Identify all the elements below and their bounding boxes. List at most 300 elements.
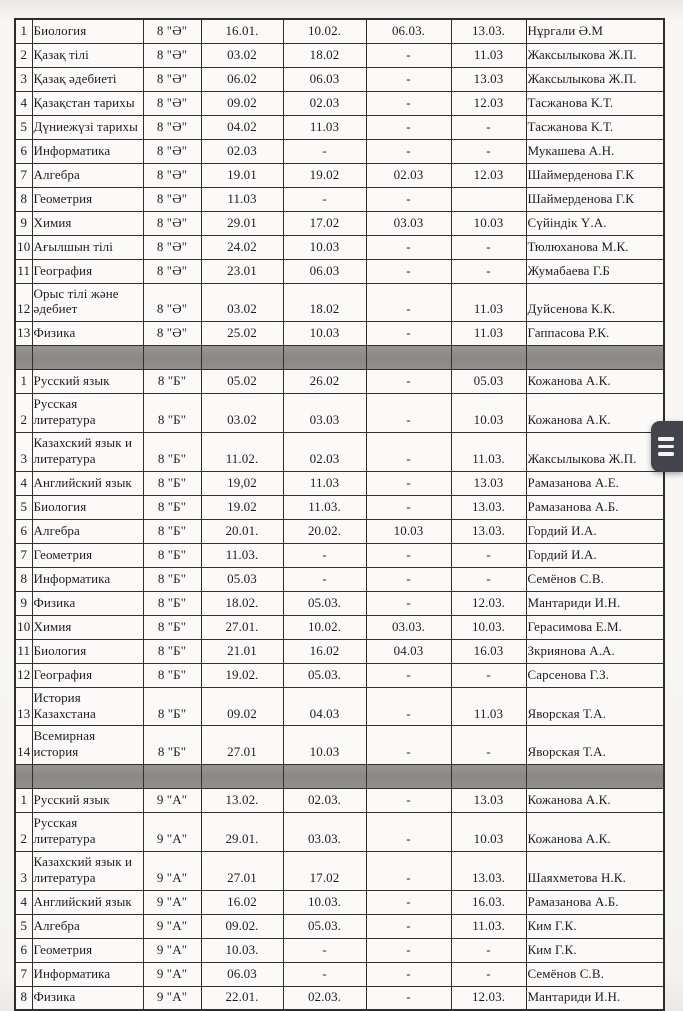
table-row bbox=[15, 471, 664, 495]
separator-cell bbox=[15, 346, 32, 370]
cell-subject: Биология bbox=[32, 639, 143, 663]
table-row bbox=[15, 139, 664, 163]
table-row bbox=[15, 914, 664, 938]
cell-teacher: Шаймерденова Г.К bbox=[526, 187, 664, 211]
cell-date4: - bbox=[451, 543, 526, 567]
cell-num: 5 bbox=[15, 495, 32, 519]
cell-date3: - bbox=[366, 962, 451, 986]
cell-grade: 8 "Ә" bbox=[143, 163, 201, 187]
separator-cell bbox=[201, 765, 283, 789]
cell-teacher: Тасжанова К.Т. bbox=[526, 91, 664, 115]
cell-subject: Геометрия bbox=[32, 187, 143, 211]
cell-date4: 11.03 bbox=[451, 43, 526, 67]
table-row bbox=[15, 259, 664, 283]
cell-date1: 03.02 bbox=[201, 394, 283, 433]
cell-teacher: Кожанова А.К. bbox=[526, 394, 664, 433]
cell-date1: 03.02 bbox=[201, 283, 283, 322]
cell-date2: 20.02. bbox=[283, 519, 366, 543]
cell-date3: - bbox=[366, 43, 451, 67]
table-row bbox=[15, 115, 664, 139]
separator-cell bbox=[366, 765, 451, 789]
cell-teacher: Кожанова А.К. bbox=[526, 370, 664, 394]
cell-date4: 13.03. bbox=[451, 495, 526, 519]
table-row bbox=[15, 495, 664, 519]
cell-date4: - bbox=[451, 567, 526, 591]
cell-num: 8 bbox=[15, 986, 32, 1010]
table-row bbox=[15, 986, 664, 1010]
table-row bbox=[15, 789, 664, 813]
cell-subject: Русский язык bbox=[32, 789, 143, 813]
cell-subject: География bbox=[32, 259, 143, 283]
cell-subject: Геометрия bbox=[32, 938, 143, 962]
table-row bbox=[15, 67, 664, 91]
cell-date1: 25.02 bbox=[201, 322, 283, 346]
cell-date2: 06.03 bbox=[283, 259, 366, 283]
cell-grade: 8 "Б" bbox=[143, 432, 201, 471]
cell-teacher: Гордий И.А. bbox=[526, 543, 664, 567]
cell-date2: 10.03 bbox=[283, 322, 366, 346]
cell-num: 3 bbox=[15, 67, 32, 91]
cell-grade: 9 "А" bbox=[143, 890, 201, 914]
cell-grade: 9 "А" bbox=[143, 789, 201, 813]
cell-teacher: Яворская Т.А. bbox=[526, 726, 664, 765]
cell-date2: - bbox=[283, 187, 366, 211]
cell-date3: 10.03 bbox=[366, 519, 451, 543]
cell-date2: 05.03. bbox=[283, 663, 366, 687]
cell-date1: 02.03 bbox=[201, 139, 283, 163]
cell-date3: - bbox=[366, 495, 451, 519]
cell-subject: Қазақстан тарихы bbox=[32, 91, 143, 115]
cell-subject: Биология bbox=[32, 495, 143, 519]
cell-date4: 12.03. bbox=[451, 986, 526, 1010]
cell-date4: 11.03. bbox=[451, 432, 526, 471]
table-row bbox=[15, 543, 664, 567]
cell-date3: - bbox=[366, 67, 451, 91]
cell-grade: 8 "Ә" bbox=[143, 139, 201, 163]
cell-date2: - bbox=[283, 567, 366, 591]
cell-date4: 13.03. bbox=[451, 19, 526, 43]
cell-date1: 24.02 bbox=[201, 235, 283, 259]
cell-date4: 12.03. bbox=[451, 591, 526, 615]
cell-subject: Химия bbox=[32, 615, 143, 639]
section-separator-row bbox=[15, 346, 664, 370]
cell-date4: 11.03 bbox=[451, 687, 526, 726]
cell-num: 2 bbox=[15, 43, 32, 67]
hamburger-menu-icon bbox=[658, 437, 674, 441]
separator-cell bbox=[451, 346, 526, 370]
cell-date4: - bbox=[451, 663, 526, 687]
cell-num: 2 bbox=[15, 394, 32, 433]
cell-date4: 13.03 bbox=[451, 789, 526, 813]
cell-date1: 27.01. bbox=[201, 615, 283, 639]
cell-num: 2 bbox=[15, 813, 32, 852]
table-row bbox=[15, 687, 664, 726]
cell-date2: - bbox=[283, 962, 366, 986]
cell-date1: 21.01 bbox=[201, 639, 283, 663]
table-row bbox=[15, 726, 664, 765]
cell-date3: - bbox=[366, 591, 451, 615]
cell-date3: - bbox=[366, 938, 451, 962]
separator-cell bbox=[201, 346, 283, 370]
cell-date2: 18.02 bbox=[283, 283, 366, 322]
table-row bbox=[15, 235, 664, 259]
cell-date1: 10.03. bbox=[201, 938, 283, 962]
cell-grade: 8 "Б" bbox=[143, 394, 201, 433]
cell-date1: 05.02 bbox=[201, 370, 283, 394]
table-row bbox=[15, 591, 664, 615]
cell-date4: 11.03 bbox=[451, 322, 526, 346]
cell-subject: Английский язык bbox=[32, 890, 143, 914]
cell-num: 13 bbox=[15, 687, 32, 726]
cell-teacher: Семёнов С.В. bbox=[526, 567, 664, 591]
cell-subject: Биология bbox=[32, 19, 143, 43]
table-row bbox=[15, 639, 664, 663]
cell-subject: Всемирная история bbox=[32, 726, 143, 765]
cell-teacher: Нұргали Ә.М bbox=[526, 19, 664, 43]
cell-date2: 10.02. bbox=[283, 615, 366, 639]
cell-date2: 18.02 bbox=[283, 43, 366, 67]
cell-teacher: Шаймерденова Г.К bbox=[526, 163, 664, 187]
cell-subject: Дүниежүзі тарихы bbox=[32, 115, 143, 139]
cell-date2: 10.02. bbox=[283, 19, 366, 43]
table-row bbox=[15, 519, 664, 543]
schedule-table-body bbox=[15, 19, 664, 1010]
cell-date3: - bbox=[366, 187, 451, 211]
cell-grade: 9 "А" bbox=[143, 938, 201, 962]
cell-grade: 8 "Ә" bbox=[143, 211, 201, 235]
cell-num: 4 bbox=[15, 471, 32, 495]
cell-subject: Ағылшын тілі bbox=[32, 235, 143, 259]
cell-date4: 10.03 bbox=[451, 813, 526, 852]
cell-subject: История Казахстана bbox=[32, 687, 143, 726]
cell-date1: 27.01 bbox=[201, 851, 283, 890]
cell-date2: 10.03 bbox=[283, 726, 366, 765]
cell-num: 8 bbox=[15, 187, 32, 211]
cell-date2: 03.03 bbox=[283, 394, 366, 433]
cell-date3: - bbox=[366, 890, 451, 914]
cell-num: 4 bbox=[15, 91, 32, 115]
cell-grade: 8 "Б" bbox=[143, 519, 201, 543]
separator-cell bbox=[283, 346, 366, 370]
cell-date3: - bbox=[366, 789, 451, 813]
cell-subject: Физика bbox=[32, 591, 143, 615]
cell-grade: 8 "Ә" bbox=[143, 115, 201, 139]
cell-date1: 09.02. bbox=[201, 914, 283, 938]
cell-date3: - bbox=[366, 394, 451, 433]
cell-date4: 10.03. bbox=[451, 615, 526, 639]
cell-date1: 27.01 bbox=[201, 726, 283, 765]
cell-teacher: Ким Г.К. bbox=[526, 914, 664, 938]
cell-date1: 22.01. bbox=[201, 986, 283, 1010]
cell-subject: Информатика bbox=[32, 567, 143, 591]
cell-date2: 02.03 bbox=[283, 432, 366, 471]
cell-num: 1 bbox=[15, 789, 32, 813]
cell-num: 11 bbox=[15, 639, 32, 663]
cell-teacher: Рамазанова А.Б. bbox=[526, 495, 664, 519]
cell-date4: 05.03 bbox=[451, 370, 526, 394]
cell-grade: 9 "А" bbox=[143, 962, 201, 986]
cell-subject: Алгебра bbox=[32, 519, 143, 543]
cell-date3: - bbox=[366, 567, 451, 591]
cell-subject: Русский язык bbox=[32, 370, 143, 394]
cell-date4: 11.03. bbox=[451, 914, 526, 938]
cell-num: 6 bbox=[15, 519, 32, 543]
cell-teacher: Жаксылыкова Ж.П. bbox=[526, 432, 664, 471]
cell-num: 13 bbox=[15, 322, 32, 346]
cell-num: 9 bbox=[15, 211, 32, 235]
table-row bbox=[15, 394, 664, 433]
cell-date4: 16.03. bbox=[451, 890, 526, 914]
cell-date2: 02.03. bbox=[283, 986, 366, 1010]
table-row bbox=[15, 890, 664, 914]
cell-num: 10 bbox=[15, 235, 32, 259]
cell-num: 14 bbox=[15, 726, 32, 765]
cell-date1: 23.01 bbox=[201, 259, 283, 283]
separator-cell bbox=[32, 765, 143, 789]
cell-grade: 8 "Б" bbox=[143, 471, 201, 495]
cell-num: 12 bbox=[15, 283, 32, 322]
cell-date3: - bbox=[366, 283, 451, 322]
cell-date3: - bbox=[366, 986, 451, 1010]
cell-date2: 05.03. bbox=[283, 914, 366, 938]
cell-num: 6 bbox=[15, 938, 32, 962]
cell-date1: 09.02 bbox=[201, 91, 283, 115]
cell-date4: 10.03 bbox=[451, 211, 526, 235]
cell-date3: - bbox=[366, 91, 451, 115]
separator-cell bbox=[451, 765, 526, 789]
cell-date2: 17.02 bbox=[283, 211, 366, 235]
separator-cell bbox=[526, 346, 664, 370]
cell-teacher: Мукашева А.Н. bbox=[526, 139, 664, 163]
cell-grade: 9 "А" bbox=[143, 914, 201, 938]
cell-date2: 11.03 bbox=[283, 471, 366, 495]
cell-teacher: Гаппасова Р.К. bbox=[526, 322, 664, 346]
cell-grade: 8 "Ә" bbox=[143, 187, 201, 211]
cell-subject: Қазақ тілі bbox=[32, 43, 143, 67]
cell-date2: 11.03 bbox=[283, 115, 366, 139]
cell-teacher: Гордий И.А. bbox=[526, 519, 664, 543]
cell-teacher: Рамазанова А.Е. bbox=[526, 471, 664, 495]
table-row bbox=[15, 938, 664, 962]
cell-date1: 16.01. bbox=[201, 19, 283, 43]
cell-teacher: Зкриянова А.А. bbox=[526, 639, 664, 663]
cell-subject: Алгебра bbox=[32, 163, 143, 187]
cell-grade: 8 "Б" bbox=[143, 567, 201, 591]
cell-grade: 8 "Б" bbox=[143, 615, 201, 639]
cell-date2: 26.02 bbox=[283, 370, 366, 394]
table-row bbox=[15, 567, 664, 591]
cell-date4: - bbox=[451, 115, 526, 139]
cell-date4: - bbox=[451, 235, 526, 259]
cell-teacher: Сүйіндік Ү.А. bbox=[526, 211, 664, 235]
cell-date3: 03.03 bbox=[366, 211, 451, 235]
cell-teacher: Рамазанова А.Б. bbox=[526, 890, 664, 914]
cell-date2: 10.03 bbox=[283, 235, 366, 259]
table-row bbox=[15, 663, 664, 687]
cell-date4 bbox=[451, 187, 526, 211]
cell-date4: 13.03 bbox=[451, 471, 526, 495]
cell-teacher: Ким Г.К. bbox=[526, 938, 664, 962]
hamburger-menu-icon bbox=[658, 452, 674, 456]
cell-teacher: Жумабаева Г.Б bbox=[526, 259, 664, 283]
cell-date1: 11.03 bbox=[201, 187, 283, 211]
table-row bbox=[15, 322, 664, 346]
cell-date3: - bbox=[366, 851, 451, 890]
cell-date2: 02.03 bbox=[283, 91, 366, 115]
cell-date3: - bbox=[366, 813, 451, 852]
separator-cell bbox=[283, 765, 366, 789]
cell-subject: Информатика bbox=[32, 962, 143, 986]
cell-grade: 8 "Ә" bbox=[143, 67, 201, 91]
cell-teacher: Мантариди И.Н. bbox=[526, 591, 664, 615]
cell-date3: - bbox=[366, 726, 451, 765]
cell-subject: Алгебра bbox=[32, 914, 143, 938]
cell-date2: 04.03 bbox=[283, 687, 366, 726]
cell-date3: - bbox=[366, 370, 451, 394]
cell-grade: 8 "Ә" bbox=[143, 283, 201, 322]
cell-grade: 8 "Б" bbox=[143, 543, 201, 567]
cell-date1: 05.03 bbox=[201, 567, 283, 591]
cell-num: 3 bbox=[15, 432, 32, 471]
cell-date3: 06.03. bbox=[366, 19, 451, 43]
table-row bbox=[15, 19, 664, 43]
cell-date4: - bbox=[451, 962, 526, 986]
table-row bbox=[15, 813, 664, 852]
cell-date1: 11.03. bbox=[201, 543, 283, 567]
cell-date2: 19.02 bbox=[283, 163, 366, 187]
table-row bbox=[15, 163, 664, 187]
cell-subject: Орыс тілі және әдебиет bbox=[32, 283, 143, 322]
cell-date2: 06.03 bbox=[283, 67, 366, 91]
cell-date1: 29.01 bbox=[201, 211, 283, 235]
cell-teacher: Герасимова Е.М. bbox=[526, 615, 664, 639]
cell-date1: 03.02 bbox=[201, 43, 283, 67]
cell-date3: - bbox=[366, 663, 451, 687]
cell-subject: Русская литература bbox=[32, 394, 143, 433]
cell-grade: 8 "Ә" bbox=[143, 43, 201, 67]
cell-teacher: Тасжанова К.Т. bbox=[526, 115, 664, 139]
cell-date2: 10.03. bbox=[283, 890, 366, 914]
cell-date2: 03.03. bbox=[283, 813, 366, 852]
cell-date3: 02.03 bbox=[366, 163, 451, 187]
cell-date1: 19,02 bbox=[201, 471, 283, 495]
cell-subject: Физика bbox=[32, 986, 143, 1010]
cell-date4: 12.03 bbox=[451, 163, 526, 187]
separator-cell bbox=[143, 765, 201, 789]
cell-grade: 8 "Б" bbox=[143, 495, 201, 519]
table-row bbox=[15, 370, 664, 394]
cell-date2: - bbox=[283, 139, 366, 163]
cell-num: 4 bbox=[15, 890, 32, 914]
cell-teacher: Сарсенова Г.З. bbox=[526, 663, 664, 687]
cell-date3: - bbox=[366, 259, 451, 283]
cell-teacher: Шаяхметова Н.К. bbox=[526, 851, 664, 890]
cell-num: 7 bbox=[15, 163, 32, 187]
cell-date1: 18.02. bbox=[201, 591, 283, 615]
table-row bbox=[15, 851, 664, 890]
cell-date4: 16.03 bbox=[451, 639, 526, 663]
cell-num: 3 bbox=[15, 851, 32, 890]
cell-teacher: Яворская Т.А. bbox=[526, 687, 664, 726]
cell-num: 9 bbox=[15, 591, 32, 615]
hamburger-menu-icon bbox=[658, 445, 674, 449]
cell-grade: 9 "А" bbox=[143, 813, 201, 852]
table-row bbox=[15, 283, 664, 322]
separator-cell bbox=[15, 765, 32, 789]
cell-date2: 17.02 bbox=[283, 851, 366, 890]
cell-date1: 13.02. bbox=[201, 789, 283, 813]
cell-date1: 06.03 bbox=[201, 962, 283, 986]
cell-date4: - bbox=[451, 938, 526, 962]
cell-date2: - bbox=[283, 543, 366, 567]
cell-date1: 06.02 bbox=[201, 67, 283, 91]
table-row bbox=[15, 43, 664, 67]
cell-date4: 11.03 bbox=[451, 283, 526, 322]
cell-date4: - bbox=[451, 726, 526, 765]
cell-date1: 16.02 bbox=[201, 890, 283, 914]
cell-teacher: Мантариди И.Н. bbox=[526, 986, 664, 1010]
cell-date4: 13.03. bbox=[451, 519, 526, 543]
cell-date1: 20.01. bbox=[201, 519, 283, 543]
floating-menu-button[interactable] bbox=[651, 421, 683, 472]
cell-grade: 8 "Б" bbox=[143, 639, 201, 663]
cell-grade: 8 "Ә" bbox=[143, 91, 201, 115]
table-row bbox=[15, 187, 664, 211]
cell-grade: 8 "Б" bbox=[143, 591, 201, 615]
cell-grade: 9 "А" bbox=[143, 851, 201, 890]
table-row bbox=[15, 432, 664, 471]
cell-date1: 11.02. bbox=[201, 432, 283, 471]
separator-cell bbox=[143, 346, 201, 370]
cell-teacher: Семёнов С.В. bbox=[526, 962, 664, 986]
cell-teacher: Тюлюханова М.К. bbox=[526, 235, 664, 259]
cell-num: 5 bbox=[15, 914, 32, 938]
table-row bbox=[15, 91, 664, 115]
cell-date2: 16.02 bbox=[283, 639, 366, 663]
cell-date3: - bbox=[366, 139, 451, 163]
cell-teacher: Кожанова А.К. bbox=[526, 789, 664, 813]
cell-date3: - bbox=[366, 115, 451, 139]
cell-date3: 03.03. bbox=[366, 615, 451, 639]
cell-date3: - bbox=[366, 687, 451, 726]
cell-date1: 04.02 bbox=[201, 115, 283, 139]
cell-num: 1 bbox=[15, 370, 32, 394]
cell-grade: 8 "Ә" bbox=[143, 322, 201, 346]
cell-date3: - bbox=[366, 914, 451, 938]
cell-date4: - bbox=[451, 259, 526, 283]
cell-grade: 8 "Ә" bbox=[143, 235, 201, 259]
cell-date1: 19.02 bbox=[201, 495, 283, 519]
table-row bbox=[15, 211, 664, 235]
separator-cell bbox=[32, 346, 143, 370]
cell-num: 1 bbox=[15, 19, 32, 43]
cell-num: 12 bbox=[15, 663, 32, 687]
cell-subject: Қазақ әдебиеті bbox=[32, 67, 143, 91]
cell-grade: 8 "Б" bbox=[143, 687, 201, 726]
cell-teacher: Жаксылыкова Ж.П. bbox=[526, 67, 664, 91]
cell-teacher: Кожанова А.К. bbox=[526, 813, 664, 852]
table-row bbox=[15, 962, 664, 986]
separator-cell bbox=[366, 346, 451, 370]
cell-num: 7 bbox=[15, 962, 32, 986]
cell-date3: - bbox=[366, 543, 451, 567]
cell-num: 11 bbox=[15, 259, 32, 283]
cell-date1: 19.01 bbox=[201, 163, 283, 187]
cell-date2: - bbox=[283, 938, 366, 962]
cell-grade: 8 "Ә" bbox=[143, 259, 201, 283]
cell-subject: Русская литература bbox=[32, 813, 143, 852]
cell-date1: 19.02. bbox=[201, 663, 283, 687]
